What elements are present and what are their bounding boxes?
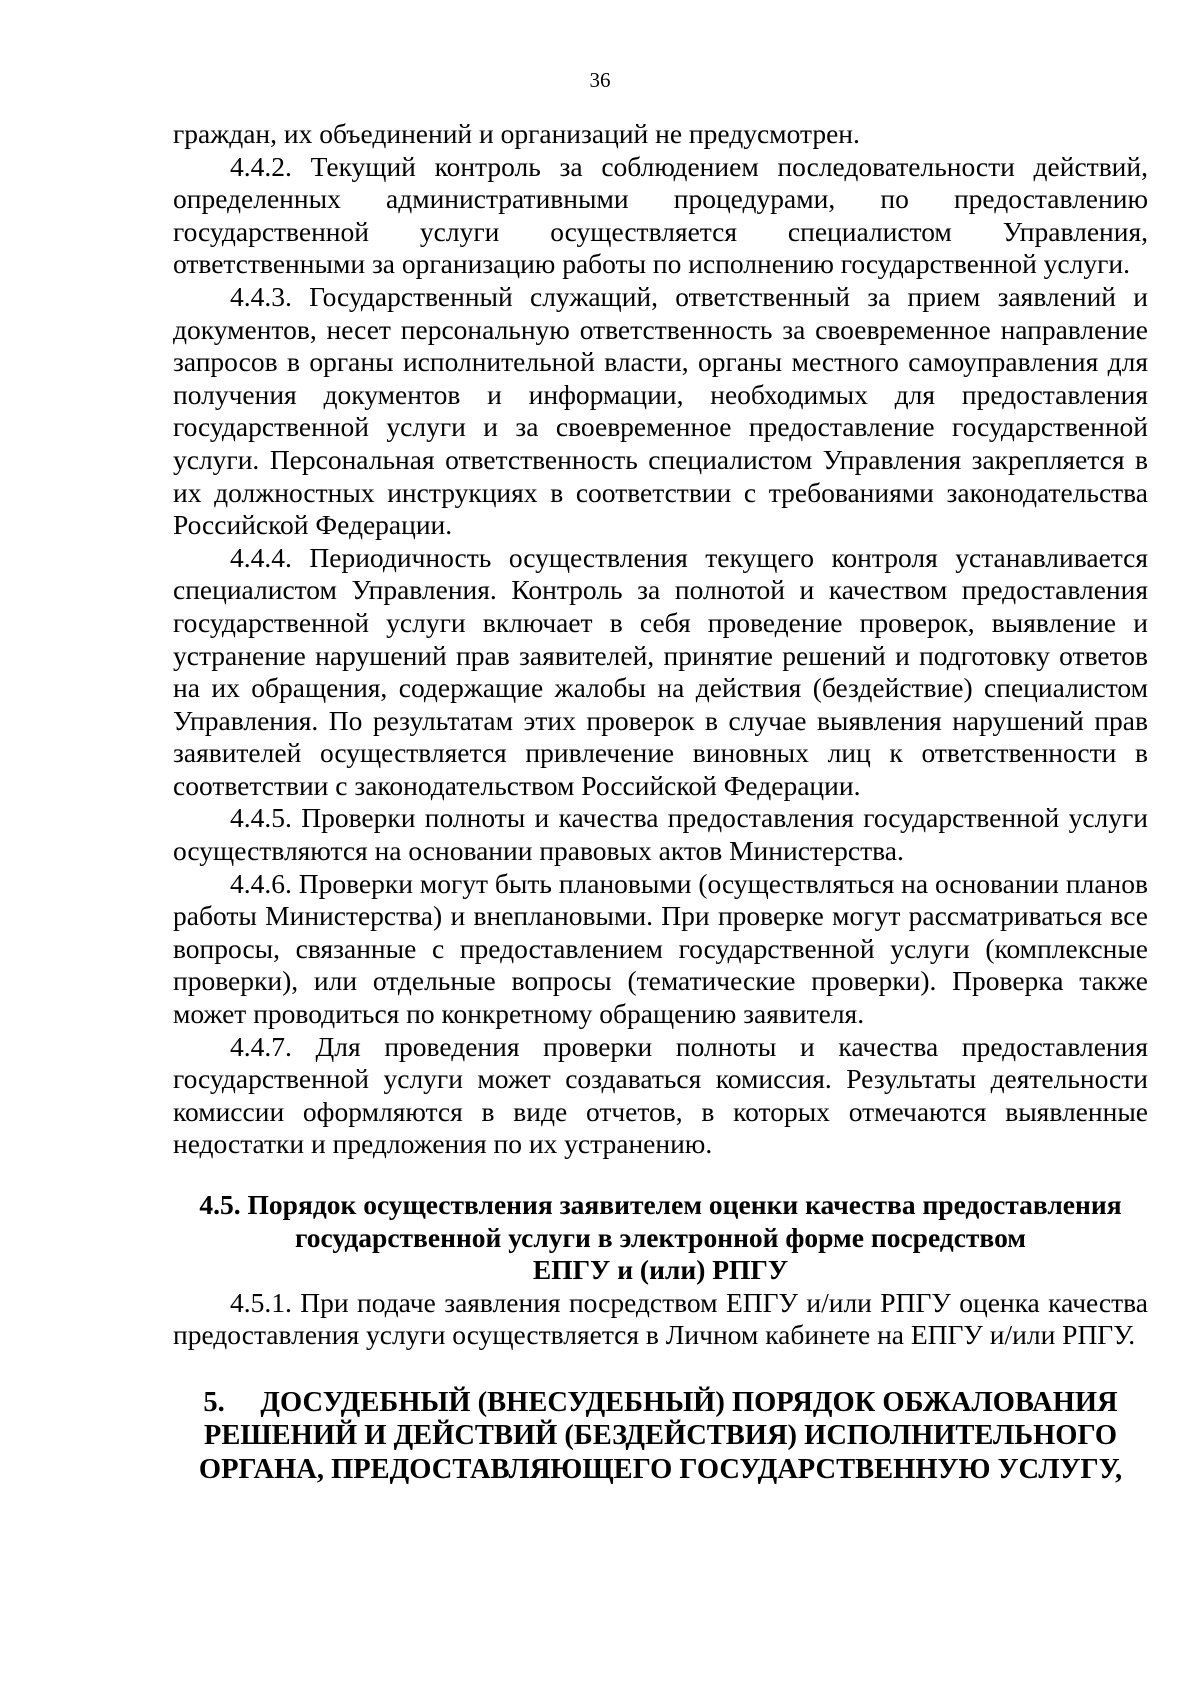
section-5-title-line-2: РЕШЕНИЙ И ДЕЙСТВИЙ (БЕЗДЕЙСТВИЯ) ИСПОЛНИТЕЛЬНОГО bbox=[203, 1420, 1118, 1452]
section-5-number: 5. bbox=[203, 1386, 225, 1418]
section-5-heading bbox=[173, 1386, 1148, 1487]
paragraph-4-4-4: 4.4.4. Периодичность осуществления текущего контроля устанавливается специалистом Управления. Контроль за полнотой и качеством предоставления государственной услуги включает в себя проведение проверок, выявление и устранение нарушений прав заявителей, принятие решений и подготовку ответов на их обращения, содержащие жалобы на действия (бездействие) специалистом Управления. По результатам этих проверок в случае выявления нарушений прав заявителей осуществляется привлечение виновных лиц к ответственности в соответствии с законодательством Российской Федерации. bbox=[173, 541, 1148, 801]
section-5-title-line-1: ДОСУДЕБНЫЙ (ВНЕСУДЕБНЫЙ) ПОРЯДОК ОБЖАЛОВАНИЯ bbox=[260, 1386, 1118, 1418]
paragraph-4-4-1-end: граждан, их объединений и организаций не предусмотрен. bbox=[173, 118, 860, 149]
section-4-5-title-line-2: государственной услуги в электронной форме посредством bbox=[294, 1221, 1027, 1253]
paragraph-4-4-5: 4.4.5. Проверки полноты и качества предоставления государственной услуги осуществляются на основании правовых актов Министерства. bbox=[173, 802, 1148, 867]
section-4-5-title-line-1: 4.5. Порядок осуществления заявителем оценки качества предоставления bbox=[199, 1189, 1122, 1220]
section-5-title-line-3: ОРГАНА, ПРЕДОСТАВЛЯЮЩЕГО ГОСУДАРСТВЕННУЮ УСЛУГУ, bbox=[198, 1453, 1123, 1485]
section-4-5-heading bbox=[173, 1189, 1148, 1287]
document-body bbox=[173, 118, 1148, 1486]
paragraph-4-4-2: 4.4.2. Текущий контроль за соблюдением последовательности действий, определенных административными процедурами, по предоставлению государственной услуги осуществляется специалистом Управления, ответственными за организацию работы по исполнению государственной услуги. bbox=[173, 150, 1148, 280]
page-number: 36 bbox=[589, 68, 611, 92]
section-4-5-title-line-3: ЕПГУ и (или) РПГУ bbox=[532, 1254, 789, 1286]
paragraph-4-4-3: 4.4.3. Государственный служащий, ответственный за прием заявлений и документов, несет персональную ответственность за своевременное направление запросов в органы исполнительной власти, органы местного самоуправления для получения документов и информации, необходимых для предоставления государственной услуги и за своевременное предоставление государственной услуги. Персональная ответственность специалистом Управления закрепляется в их должностных инструкциях в соответствии с требованиями законодательства Российской Федерации. bbox=[173, 280, 1148, 541]
paragraph-4-4-7: 4.4.7. Для проведения проверки полноты и качества предоставления государственной услуги может создаваться комиссия. Результаты деятельности комиссии оформляются в виде отчетов, в которых отмечаются выявленные недостатки и предложения по их устранению. bbox=[173, 1030, 1148, 1160]
paragraph-4-4-6: 4.4.6. Проверки могут быть плановыми (осуществляться на основании планов работы Министерства) и внеплановыми. При проверке могут рассматриваться все вопросы, связанные с предоставлением государственной услуги (комплексные проверки), или отдельные вопросы (тематические проверки). Проверка также может проводиться по конкретному обращению заявителя. bbox=[173, 867, 1149, 1030]
paragraph-4-5-1: 4.5.1. При подаче заявления посредством ЕПГУ и/или РПГУ оценка качества предоставления услуги осуществляется в Личном кабинете на ЕПГУ и/или РПГУ. bbox=[173, 1286, 1148, 1351]
